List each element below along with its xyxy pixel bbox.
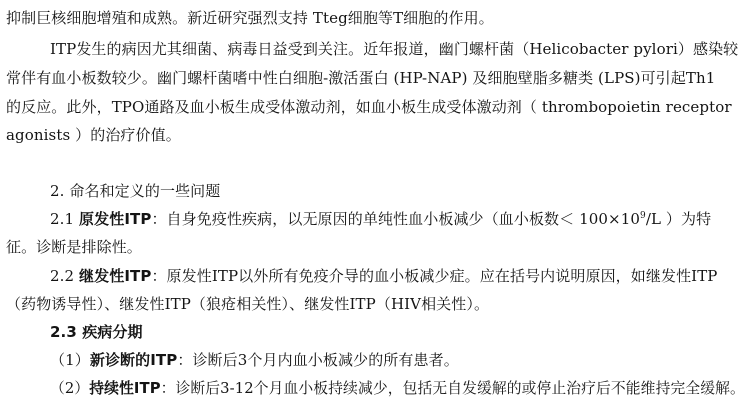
item-number: 2.1 [50, 210, 75, 228]
subsection-heading: 2.3 疾病分期 [50, 323, 143, 341]
paragraph-line: （药物诱导性）、继发性ITP（狼疮相关性）、继发性ITP（HIV相关性）。 [6, 295, 490, 313]
item-text: /L ）为特 [645, 210, 712, 228]
paragraph-line: 常伴有血小板数较少。幽门螺杆菌嗜中性白细胞-激活蛋白 (HP-NAP) 及细胞壁脂多糖类 (LPS)可引起Th1 [6, 69, 716, 87]
paragraph-line: 的反应。此外，TPO通路及血小板生成受体激动剂，如血小板生成受体激动剂（ thrombopoietin receptor [6, 98, 732, 116]
item-term: 新诊断的ITP [89, 351, 178, 369]
paragraph-line: 抑制巨核细胞增殖和成熟。新近研究强烈支持 Tteg细胞等T细胞的作用。 [6, 9, 494, 27]
item-number: （2） [50, 380, 90, 397]
paragraph-line: ITP发生的病因尤其细菌、病毒日益受到关注。近年报道，幽门螺杆菌（Helicobacter pylori）感染较 [50, 40, 739, 58]
paragraph-line: 征。诊断是排除性。 [6, 238, 142, 256]
definition-secondary-itp [50, 266, 718, 286]
item-term: 持续性ITP [89, 380, 161, 397]
definition-primary-itp [50, 209, 711, 229]
item-text: ：原发性ITP以外所有免疫介导的血小板减少症。应在括号内说明原因，如继发性ITP [151, 267, 718, 285]
item-text: ：诊断后3-12个月血小板持续减少，包括无自发缓解的或停止治疗后不能维持完全缓解。 [160, 380, 745, 397]
stage-newly-diagnosed [50, 350, 459, 370]
exponent: 9 [640, 211, 646, 221]
item-term: 继发性ITP [79, 267, 152, 285]
item-number: 2.2 [50, 267, 75, 285]
section-heading: 2. 命名和定义的一些问题 [50, 182, 221, 200]
item-text: ：诊断后3个月内血小板减少的所有患者。 [177, 351, 459, 369]
item-term: 原发性ITP [79, 210, 152, 228]
item-text: ：自身免疫性疾病，以无原因的单纯性血小板减少（血小板数＜ 100×10 [151, 210, 641, 228]
stage-persistent [50, 379, 745, 399]
paragraph-line: agonists ）的治疗价值。 [6, 126, 181, 144]
item-number: （1） [50, 351, 90, 369]
